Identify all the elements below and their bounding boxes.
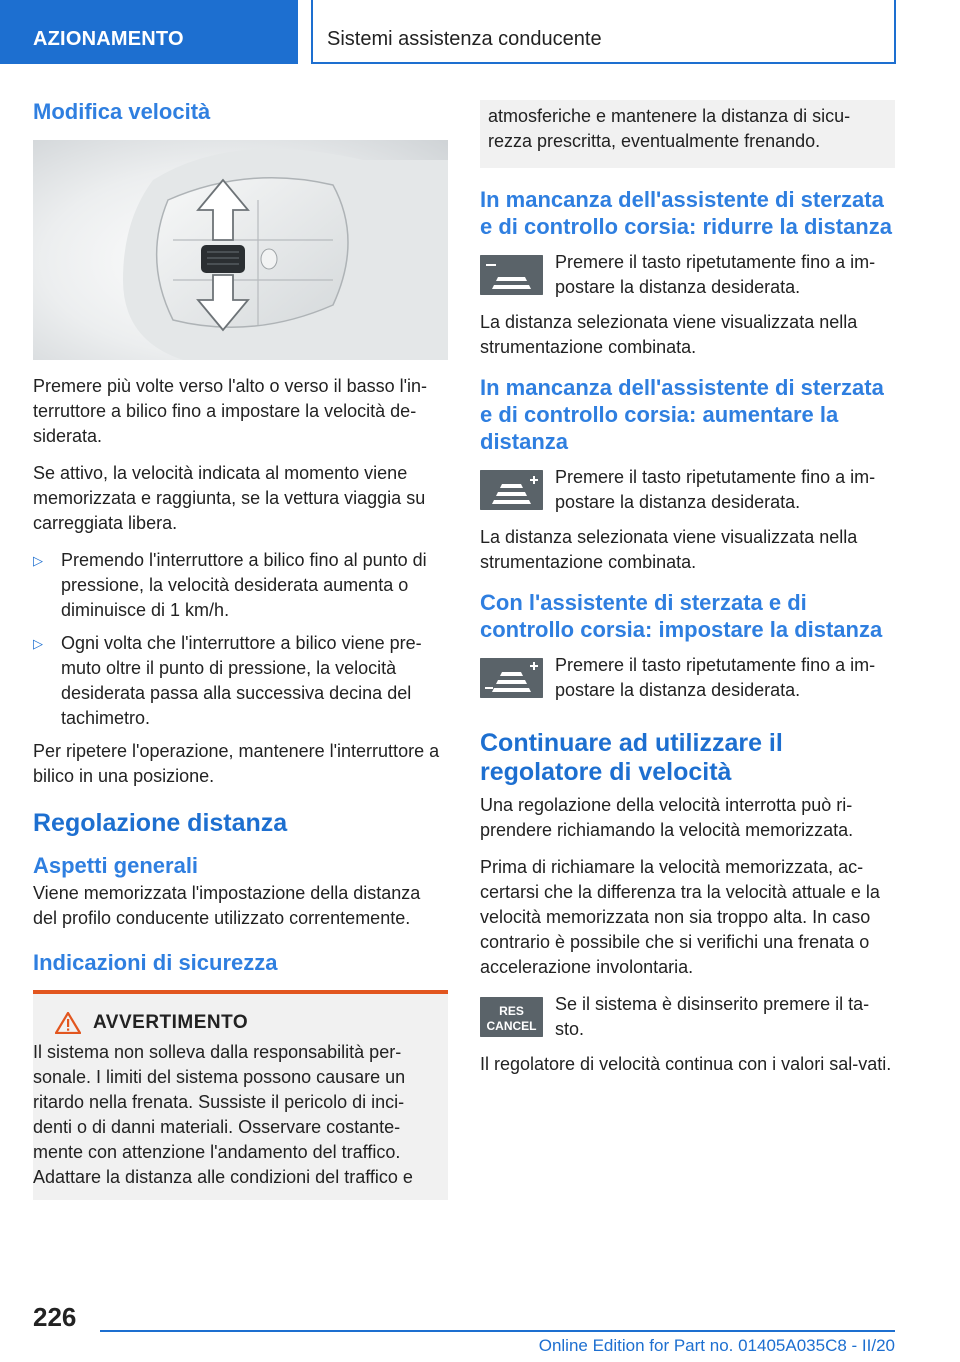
cancel-label: CANCEL [486, 1019, 537, 1033]
list-item-text: Premendo l'interruttore a bilico fino al punto di pressione, la velocità desiderata aumenta o diminuisce di 1 km/h. [61, 550, 427, 620]
warning-line: Adattare la distanza alle condizioni del traffico e [33, 1167, 413, 1187]
page-number: 226 [33, 1302, 77, 1332]
list-item [33, 548, 448, 623]
rocker-switch-illustration [33, 140, 448, 360]
section-tab: AZIONAMENTO [0, 0, 298, 64]
increase-after-text: La distanza selezionata viene visualizzata nella strumentazione combinata. [480, 527, 858, 572]
reduce-after-text: La distanza selezionata viene visualizzata nella strumentazione combinata. [480, 312, 858, 357]
list-item-text: Ogni volta che l'interruttore a bilico viene pre-muto oltre il punto di pressione, la velocità desiderata passa alla successiva decina del tachimetro. [61, 633, 422, 728]
res-cancel-button-icon [480, 997, 543, 1037]
triangle-bullet-icon: ▷ [33, 553, 43, 568]
increase-instruction [480, 465, 895, 515]
list-item [33, 631, 448, 731]
reduce-instruction [480, 250, 895, 300]
heading-increase-distance: In mancanza dell'assistente di sterzata e di controllo corsia: aumentare la distanza [480, 375, 884, 454]
heading-set-distance-with-assistant: Con l'assistente di sterzata e di controllo corsia: impostare la distanza [480, 590, 883, 642]
warning-header [33, 1012, 448, 1034]
res-text: Se il sistema è disinserito premere il ta-sto. [555, 994, 870, 1039]
warning-triangle-icon [55, 1012, 81, 1034]
distance-plus-minus-button-icon [480, 658, 543, 698]
paragraph-check-difference: Prima di richiamare la velocità memorizzata, ac-certarsi che la differenza tra la velocità attuale e la velocità memorizzata non sia troppo alta. In caso contrario è possibile che si verifichi una frenata o accelerazione involontaria. [480, 857, 880, 977]
distance-minus-button-icon [480, 255, 543, 295]
heading-reduce-distance: In mancanza dell'assistente di sterzata e di controllo corsia: ridurre la distanza [480, 187, 892, 239]
warning-continuation [480, 100, 895, 168]
triangle-bullet-icon: ▷ [33, 636, 43, 651]
warning-box [33, 990, 448, 1200]
res-label: RES [499, 1004, 524, 1018]
paragraph-continue-values: Il regolatore di velocità continua con i valori sal-vati. [480, 1054, 892, 1074]
left-column [33, 98, 448, 1200]
warning-line: ritardo nella frenata. Sussiste il pericolo di inci- [33, 1092, 405, 1112]
heading-general-aspects: Aspetti generali [33, 853, 199, 878]
paragraph-speed-memorized: Se attivo, la velocità indicata al momento viene memorizzata e raggiunta, se la vettura viaggia su carreggiata libera. [33, 463, 426, 533]
bullet-list [33, 548, 448, 731]
warning-title: AVVERTIMENTO [93, 1012, 249, 1033]
footer-divider [100, 1330, 895, 1332]
with-assistant-instruction [480, 653, 895, 703]
warning-line: mente con attenzione l'andamento del traffico. [33, 1142, 401, 1162]
paragraph-repeat: Per ripetere l'operazione, mantenere l'interruttore a bilico in una posizione. [33, 741, 440, 786]
reduce-text: Premere il tasto ripetutamente fino a im-postare la distanza desiderata. [555, 252, 876, 297]
with-assistant-text: Premere il tasto ripetutamente fino a im-postare la distanza desiderata. [555, 655, 876, 700]
steering-wheel-rocker-photo [33, 140, 448, 360]
right-column [480, 102, 895, 1089]
footer-edition: Online Edition for Part no. 01405A035C8 - II/20 [538, 1336, 895, 1355]
heading-safety-notes: Indicazioni di sicurezza [33, 950, 278, 975]
warning-line: Il sistema non solleva dalla responsabilità per- [33, 1042, 402, 1062]
distance-plus-button-icon [480, 470, 543, 510]
heading-continue-cruise: Continuare ad utilizzare il regolatore di velocità [480, 729, 783, 786]
paragraph-resume: Una regolazione della velocità interrotta può ri-prendere richiamando la velocità memorizzata. [480, 795, 854, 840]
increase-text: Premere il tasto ripetutamente fino a im-postare la distanza desiderata. [555, 467, 876, 512]
paragraph-rocker-usage: Premere più volte verso l'alto o verso il basso l'in-terruttore a bilico fino a impostare la velocità de-siderata. [33, 376, 428, 446]
warning-line: sonale. I limiti del sistema possono causare un [33, 1067, 406, 1087]
warning-line: denti o di danni materiali. Osservare costante- [33, 1117, 401, 1137]
res-instruction [480, 992, 895, 1042]
chapter-title: Sistemi assistenza conducente [311, 0, 896, 64]
paragraph-profile: Viene memorizzata l'impostazione della distanza del profilo conducente utilizzato correntemente. [33, 883, 421, 928]
warning-continuation-text: atmosferiche e mantenere la distanza di sicu-rezza prescritta, eventualmente frenando. [488, 106, 851, 151]
heading-distance-control: Regolazione distanza [33, 809, 288, 837]
heading-speed-change: Modifica velocità [33, 99, 211, 124]
